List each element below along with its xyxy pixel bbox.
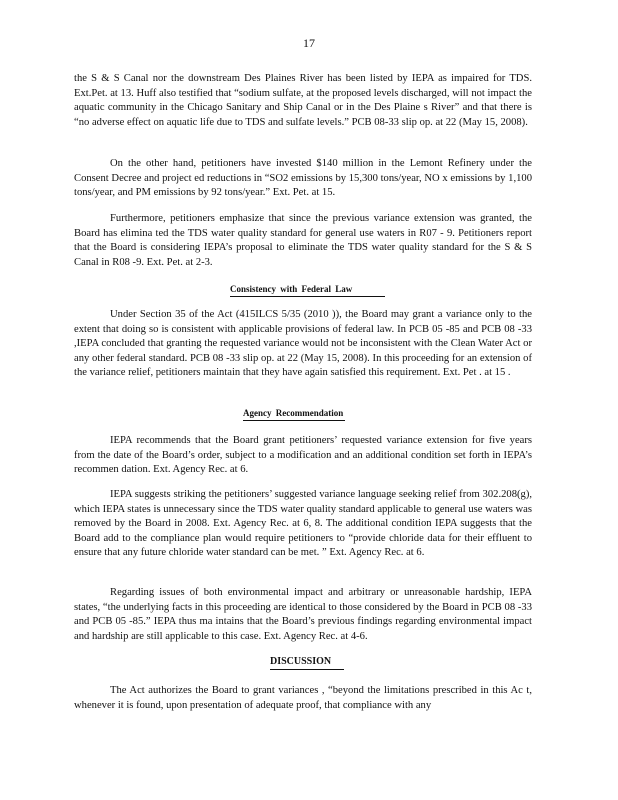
paragraph-act-authorizes: The Act authorizes the Board to grant variances , “beyond the limitations prescribed in this Ac t, whenever it is found, upon presentation of adequate proof, that compliance with any (74, 685, 532, 711)
paragraph-regarding-issues: Regarding issues of both environmental impact and arbitrary or unreasonable hardship, IEPA states, “the underlying facts in this proceeding are identical to those considered by the Board in PCB 08 -33 and PCB 05 -85.” IEPA thus ma intains that the Board’s previous findings regarding environmental impact and hardship are still applicable to this case. Ext. Agency Rec. at 4-6. (74, 587, 532, 642)
paragraph-continuation: the S & S Canal nor the downstream Des Plaines River has been listed by IEPA as impaired for TDS. Ext.Pet. at 13. Huff also testified that “sodium sulfate, at the proposed levels discharged, will not impact the aquatic community in the Chicago Sanitary and Ship Canal or in the Des Plaine s River” and that there is “no adverse effect on aquatic life due to TDS and sulfate levels.” PCB 08-33 slip op. at 22 (May 15, 2008). (74, 73, 532, 128)
paragraph-investment: On the other hand, petitioners have invested $140 million in the Lemont Refinery under the Consent Decree and project ed reductions in “SO2 emissions by 15,300 tons/year, NO x emissions by 1,100 tons/year, and PM emissions by 92 tons/year.” Ext. Pet. at 15. (74, 158, 532, 199)
paragraph-furthermore: Furthermore, petitioners emphasize that since the previous variance extension was granted, the Board has elimina ted the TDS water quality standard for general use waters in R07 - 9. Petitioners report that the Board is considering IEPA’s proposal to eliminate the TDS water quality standard for the S & S Canal in R08 -9. Ext. Pet. at 2-3. (74, 213, 532, 268)
paragraph-iepa-recommends: IEPA recommends that the Board grant petitioners’ requested variance extension for five years from the date of the Board’s order, subject to a modification and an additional condition set forth in IEPA’s recommen dation. Ext. Agency Rec. at 6. (74, 435, 532, 476)
heading-discussion: DISCUSSION (270, 656, 344, 670)
paragraph-section-35: Under Section 35 of the Act (415ILCS 5/35 (2010 )), the Board may grant a variance only to the extent that doing so is consistent with applicable provisions of federal law. In PCB 05 -85 and PCB 08 -33 ,IEPA concluded that granting the requested variance would not be inconsistent with the Clean Water Act or any other federal standard. PCB 08 -33 slip op. at 22 (May 15, 2008). In this proceeding for an extension of the variance relief, petitioners maintain that they have again satisfied this requirement. Ext. Pet . at 15 . (74, 309, 532, 379)
heading-consistency-federal-law: Consistency with Federal Law (230, 283, 385, 297)
heading-agency-recommendation: Agency Recommendation (243, 407, 345, 421)
page-number: 17 (303, 36, 315, 50)
paragraph-iepa-suggests: IEPA suggests striking the petitioners’ suggested variance language seeking relief from 302.208(g), which IEPA states is unnecessary since the TDS water quality standard applicable to general use waters was removed by the Board in 2008. Ext. Agency Rec. at 6, 8. The additional condition IEPA suggests that the Board add to the compliance plan would require petitioners to “provide chloride data for their effluent to ensure that any future chloride water standard can be met. ” Ext. Agency Rec. at 6. (74, 489, 532, 559)
